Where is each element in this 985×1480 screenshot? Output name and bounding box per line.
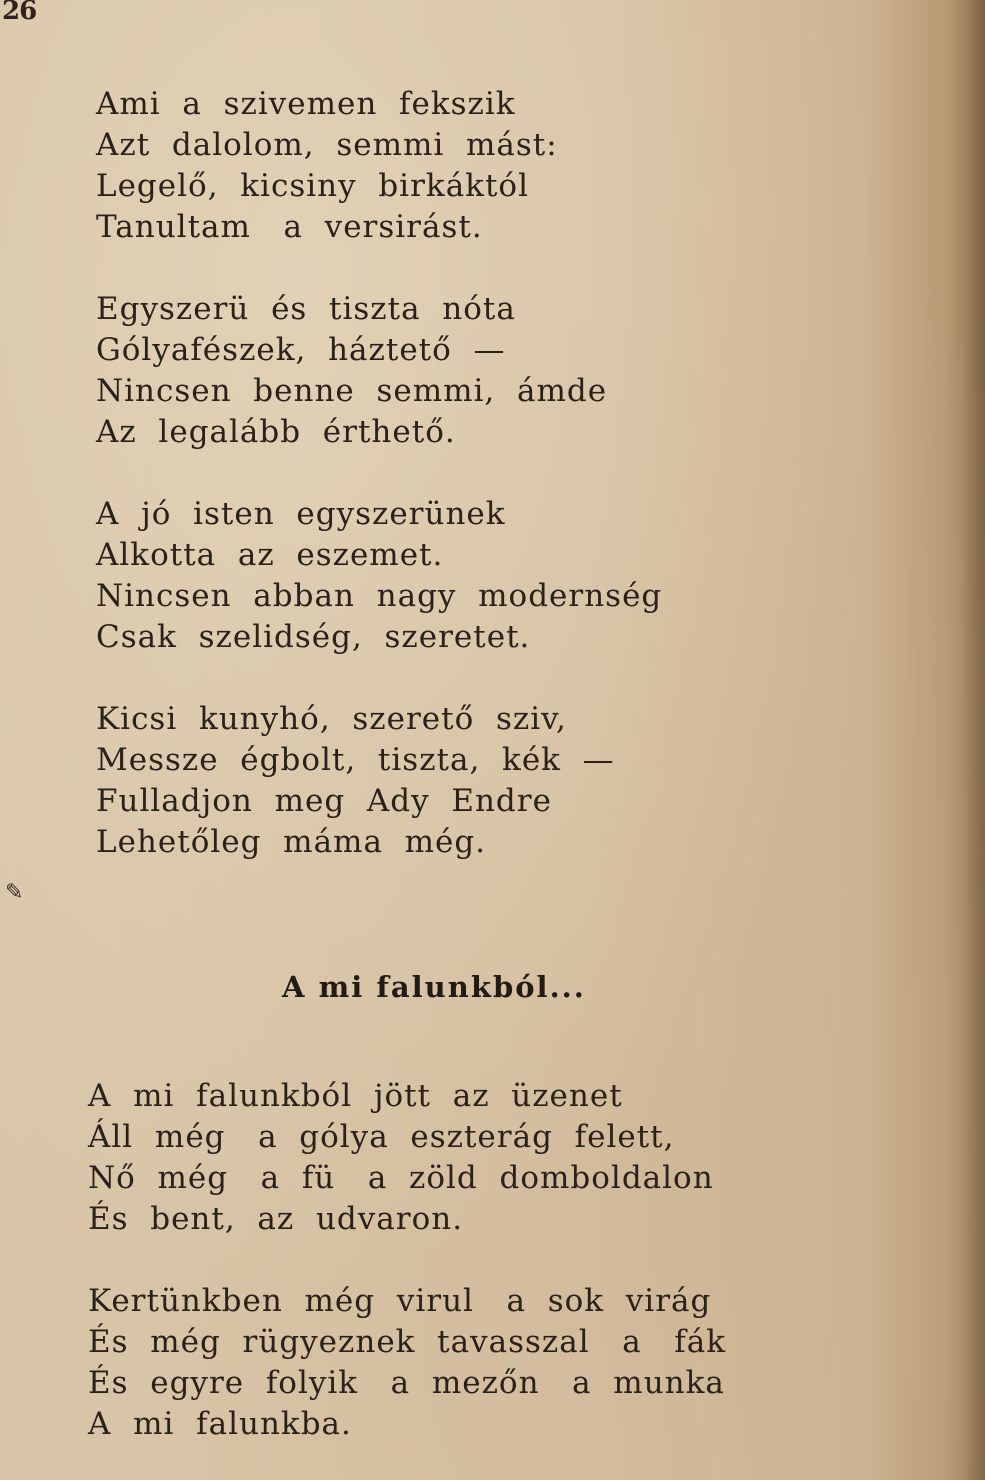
poem-line: Alkotta az eszemet. <box>96 537 444 573</box>
poem-line: Nincsen abban nagy modernség <box>96 578 663 614</box>
poem-line: Tanultam a versirást. <box>96 209 483 245</box>
poem-line: Lehetőleg máma még. <box>96 824 487 860</box>
poem-line: És egyre folyik a mezőn a munka <box>88 1365 725 1401</box>
poem-title: A mi falunkból... <box>282 970 586 1004</box>
poem-line: Kicsi kunyhó, szerető sziv, <box>96 701 567 737</box>
poem-line: És bent, az udvaron. <box>88 1201 464 1237</box>
poem-line: Gólyafészek, háztető — <box>96 332 506 368</box>
poem-line: A mi falunkba. <box>88 1406 352 1442</box>
poem-line: Azt dalolom, semmi mást: <box>96 127 558 163</box>
poem-line: Nő még a fü a zöld domboldalon <box>88 1160 714 1196</box>
poem-line: Egyszerü és tiszta nóta <box>96 291 516 327</box>
poem-line: A jó isten egyszerünek <box>96 496 506 532</box>
poem-first <box>96 84 736 863</box>
poem-line: Messze égbolt, tiszta, kék — <box>96 742 615 778</box>
stanza <box>96 289 736 453</box>
poem-line: Csak szelidség, szeretet. <box>96 619 531 655</box>
poem-line: Kertünkben még virul a sok virág <box>88 1283 712 1319</box>
poem-second <box>88 1076 728 1445</box>
poem-line: Áll még a gólya eszterág felett, <box>88 1119 675 1155</box>
stanza <box>88 1076 728 1240</box>
page-edge-shadow <box>963 0 985 1480</box>
poem-line: A mi falunkból jött az üzenet <box>88 1078 623 1114</box>
stanza <box>96 84 736 248</box>
stanza <box>88 1281 728 1445</box>
poem-line: Az legalább érthető. <box>96 414 456 450</box>
stanza <box>96 494 736 658</box>
page-number: 26 <box>2 0 37 26</box>
margin-mark: ✎ <box>5 880 24 905</box>
poem-line: Nincsen benne semmi, ámde <box>96 373 608 409</box>
poem-line: És még rügyeznek tavasszal a fák <box>88 1324 726 1360</box>
poem-line: Ami a szivemen fekszik <box>96 86 516 122</box>
stanza <box>96 699 736 863</box>
poem-line: Fulladjon meg Ady Endre <box>96 783 552 819</box>
poem-line: Legelő, kicsiny birkáktól <box>96 168 529 204</box>
